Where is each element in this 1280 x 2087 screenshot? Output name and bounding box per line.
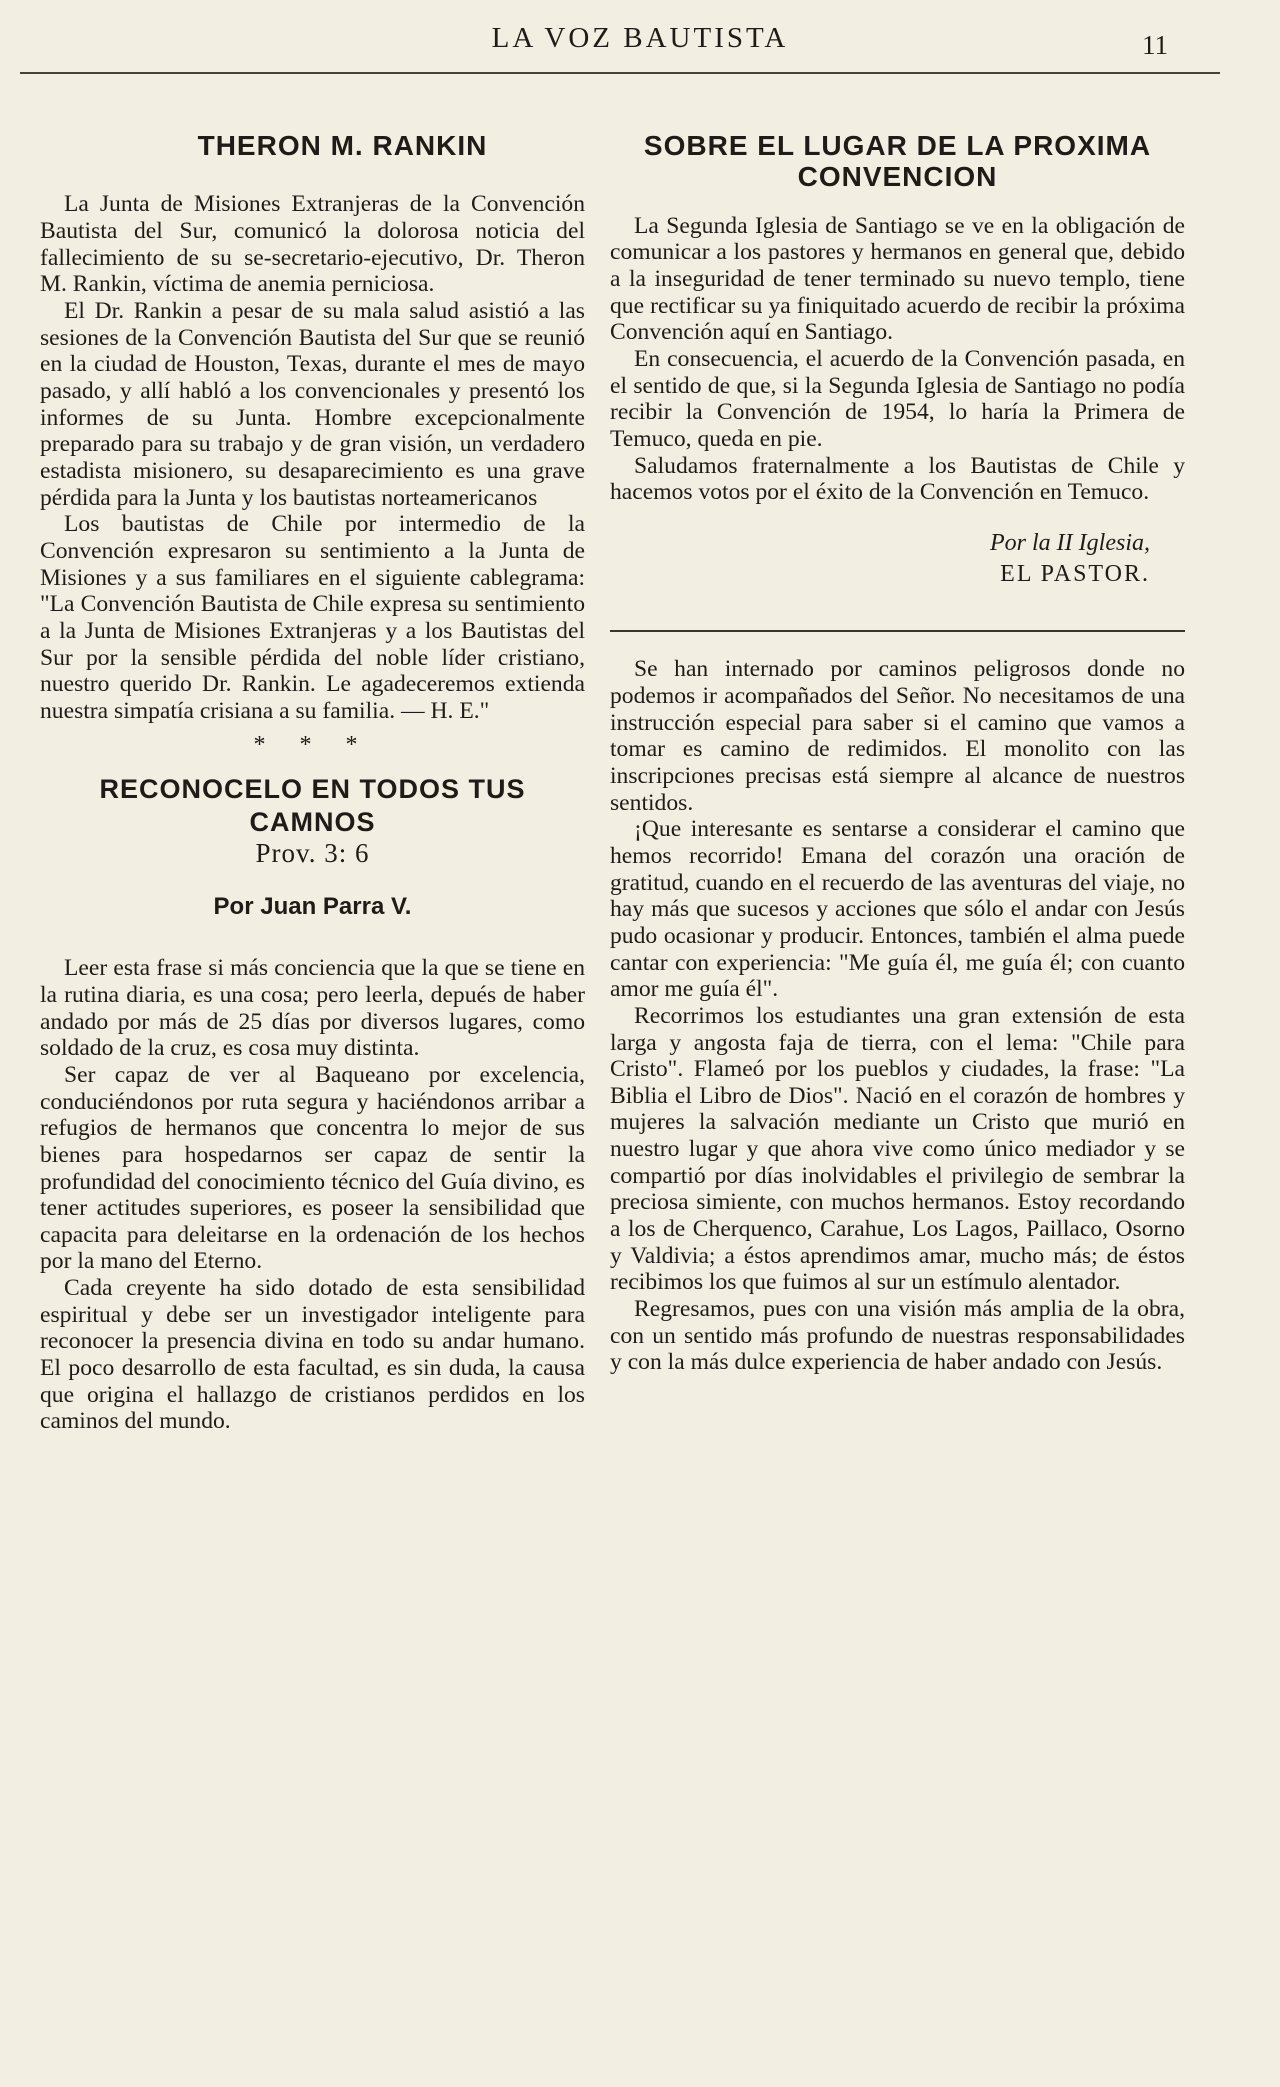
continuation-paragraph: Recorrimos los estudiantes una gran extensión de esta larga y angosta faja de tierra, con el lema: "Chile para Cristo". Flameó por los pueblos y ciudades, la frase: "La Biblia el Libro de Dios". Nació en el corazón de hombres y mujeres la salvación mediante un Cristo que murió en nuestro lugar y que ahora vive como único mediador y se compartió por días inolvidables el privilegio de sembrar la preciosa simiente, con muchos hermanos. Estoy recordando a los de Cherquenco, Carahue, Los Lagos, Paillaco, Osorno y Valdivia; a éstos aprendimos amar, mucho más; de éstos recibimos los que fuimos al sur un estímulo alentador.: [610, 1002, 1185, 1296]
reconocelo-paragraph: Cada creyente ha sido dotado de esta sensibilidad espiritual y debe ser un investigador inteligente para reconocer la presencia divina en todo su andar humano. El poco desarrollo de esta facultad, es sin duda, la causa que origina el hallazgo de cristianos perdidos en los caminos del mundo.: [40, 1275, 585, 1435]
continuation-paragraph: Regresamos, pues con una visión más amplia de la obra, con un sentido más profundo de nuestras responsabilidades y con la más dulce experiencia de haber andado con Jesús.: [610, 1296, 1185, 1376]
convencion-article-title: SOBRE EL LUGAR DE LA PROXIMA CONVENCION: [643, 130, 1152, 193]
reconocelo-paragraph: Leer esta frase si más conciencia que la que se tiene en la rutina diaria, es una cosa; pero leerla, depués de haber andado por más de 25 días por diversos lugares, como soldado de la cruz, es cosa muy distinta.: [40, 955, 585, 1062]
bible-reference: Prov. 3: 6: [255, 838, 370, 869]
convencion-paragraph: Saludamos fraternalmente a los Bautistas de Chile y hacemos votos por el éxito de la Convención en Temuco.: [610, 452, 1185, 506]
convencion-paragraph: La Segunda Iglesia de Santiago se ve en la obligación de comunicar a los pastores y hermanos en general que, debido a la inseguridad de tener terminado su nuevo templo, tiene que rectificar su ya finiquitado acuerdo de recibir la próxima Convención aquí en Santiago.: [610, 212, 1185, 346]
signature-church: Por la II Iglesia,: [990, 529, 1150, 556]
rankin-paragraph: Los bautistas de Chile por intermedio de la Convención expresaron su sentimiento a la Junta de Misiones y a sus familiares en el siguiente cablegrama: "La Convención Bautista de Chile expresa su sentimiento a la Junta de Misiones Extranjeras y a los Bautistas del Sur por la sensible pérdida del noble líder cristiano, nuestro querido Dr. Rankin. Le agadeceremos extienda nuestra simpatía crisiana a su familia. — H. E.": [40, 511, 585, 724]
rankin-paragraph: La Junta de Misiones Extranjeras de la Convención Bautista del Sur, comunicó la dolorosa noticia del fallecimiento de su se-secretario-ejecutivo, Dr. Theron M. Rankin, víctima de anemia perniciosa.: [40, 191, 585, 298]
column-divider: [610, 630, 1185, 632]
convencion-paragraph: En consecuencia, el acuerdo de la Convención pasada, en el sentido de que, si la Segunda Iglesia de Santiago no podía recibir la Convención de 1954, lo haría la Primera de Temuco, queda en pie.: [610, 346, 1185, 452]
signature-pastor: EL PASTOR.: [1000, 561, 1150, 588]
rankin-paragraph: El Dr. Rankin a pesar de su mala salud asistió a las sesiones de la Convención Bautista del Sur que se reunió en la ciudad de Houston, Texas, durante el mes de mayo pasado, y allí habló a los convencionales y presentó los informes de su Junta. Hombre excepcionalmente preparado para su trabajo y de gran visión, un verdadero estadista misionero, su desaparecimiento es una grave pérdida para la Junta y los bautistas norteamericanos: [40, 297, 585, 511]
article-byline: Por Juan Parra V.: [213, 893, 412, 921]
article-signature: [610, 528, 1185, 590]
page-number: 11: [1142, 30, 1168, 60]
right-column: [610, 130, 1185, 1376]
rankin-article-title: THERON M. RANKIN: [197, 130, 488, 161]
reconocelo-paragraph: Ser capaz de ver al Baqueano por excelencia, conduciéndonos por ruta segura y haciéndonos arribar a refugios de hermanos que concentra lo mejor de sus bienes para hospedarnos ser capaz de sentir la profundidad del conocimiento técnico del Guía divino, es tener actitudes superiores, es poseer la sensibilidad que capacita para deleitarse en la ordenación de los hechos por la mano del Eterno.: [40, 1061, 585, 1275]
left-column: [40, 130, 585, 1435]
continuation-paragraph: ¡Que interesante es sentarse a considerar el camino que hemos recorrido! Emana del corazón una oración de gratitud, cuando en el recuerdo de las aventuras del viaje, no hay más que sucesos y acciones que sólo el andar con Jesús pudo ocasionar y producir. Entonces, también el alma puede cantar con experiencia: "Me guía él, me guía él; con cuanto amor me guía él".: [610, 816, 1185, 1003]
continuation-paragraph: Se han internado por caminos peligrosos donde no podemos ir acompañados del Señor. No necesitamos de una instrucción especial para saber si el camino que vamos a tomar es camino de redimidos. El monolito con las inscripciones precisas está siempre al alcance de nuestros sentidos.: [610, 656, 1185, 816]
reconocelo-article-title: RECONOCELO EN TODOS TUS CAMNOS: [99, 774, 526, 837]
section-separator-stars: * * *: [253, 732, 372, 759]
publication-title: LA VOZ BAUTISTA: [491, 22, 789, 54]
header-rule: [20, 72, 1220, 74]
